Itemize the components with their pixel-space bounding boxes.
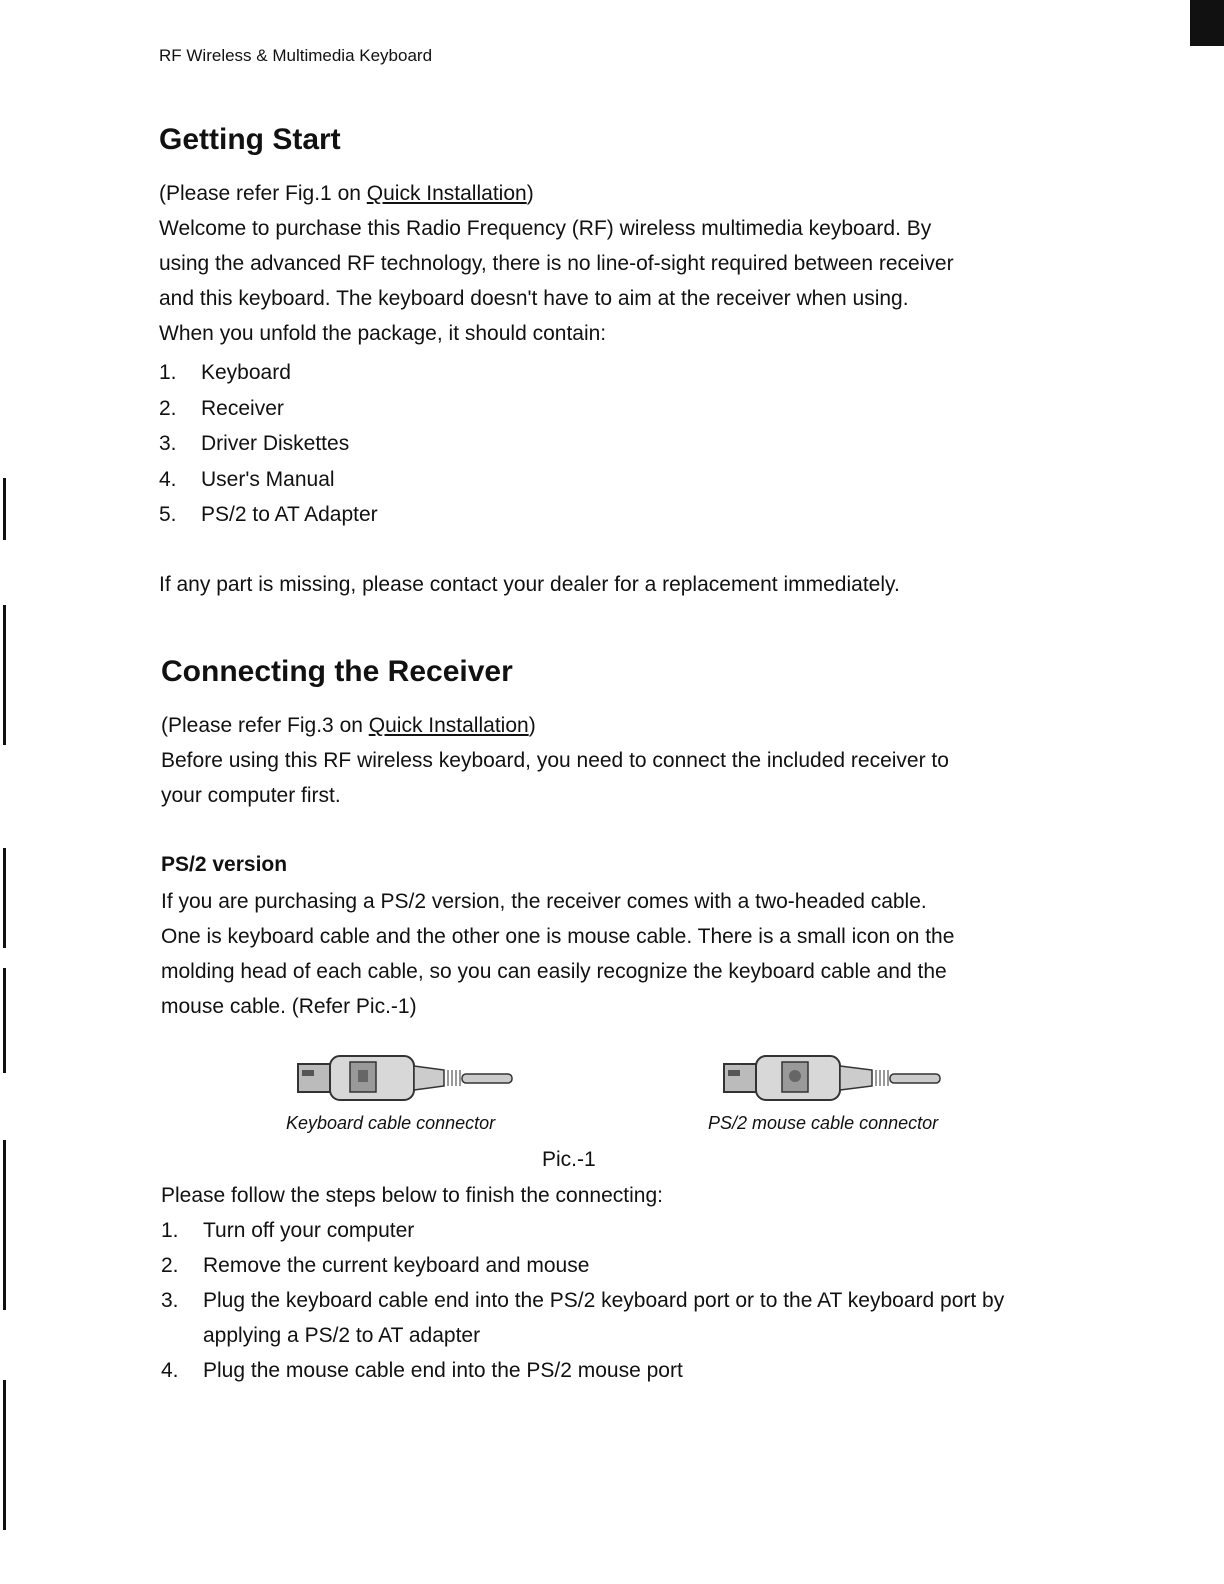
list-text: Keyboard — [201, 361, 291, 384]
list-text: Remove the current keyboard and mouse — [203, 1254, 590, 1277]
list-text: User's Manual — [201, 467, 335, 491]
list-item — [159, 391, 1059, 427]
scan-edge-mark — [3, 478, 6, 540]
quick-installation-link[interactable]: Quick Installation — [368, 714, 529, 737]
section2-text — [161, 708, 1081, 813]
list-text: Plug the mouse cable end into the PS/2 mouse port — [203, 1359, 683, 1382]
intro-line: using the advanced RF technology, there is no line-of-sight required between receiver — [159, 252, 954, 275]
section1-text — [159, 176, 1079, 351]
mouse-connector-caption: PS/2 mouse cable connector — [708, 1113, 939, 1133]
list-number: 5. — [159, 503, 177, 526]
list-item — [161, 1283, 1041, 1353]
refer-suffix: ) — [528, 714, 536, 737]
intro-line: your computer first. — [161, 784, 341, 807]
ps2-version-heading: PS/2 version — [161, 853, 288, 876]
scan-edge-mark — [3, 1140, 6, 1310]
ps2-line: molding head of each cable, so you can easily recognize the keyboard cable and the — [161, 960, 947, 983]
refer-prefix: (Please refer Fig.3 on — [161, 714, 369, 737]
list-text: Turn off your computer — [203, 1219, 415, 1242]
list-number: 4. — [161, 1359, 179, 1382]
ps2-text — [161, 884, 1081, 1024]
list-number: 4. — [159, 467, 177, 491]
missing-note: If any part is missing, please contact your dealer for a replacement immediately. — [159, 573, 900, 596]
quick-installation-link[interactable]: Quick Installation — [366, 182, 527, 205]
intro-line: When you unfold the package, it should contain: — [159, 322, 607, 345]
list-item — [159, 426, 1059, 462]
refer-line — [161, 708, 1081, 743]
intro-line: and this keyboard. The keyboard doesn't have to aim at the receiver when using. — [159, 287, 909, 310]
package-contents-list — [159, 355, 1059, 533]
scan-edge-mark — [3, 605, 6, 745]
running-header: RF Wireless & Multimedia Keyboard — [159, 46, 433, 65]
list-number: 2. — [159, 396, 177, 420]
list-text: Driver Diskettes — [201, 432, 350, 455]
ps2-line: One is keyboard cable and the other one is mouse cable. There is a small icon on the — [161, 925, 955, 948]
list-text: Receiver — [201, 396, 284, 420]
list-item — [161, 1213, 1041, 1248]
list-text: Plug the keyboard cable end into the PS/2 keyboard port or to the AT keyboard port by applying a PS/2 to AT adapter — [203, 1289, 1005, 1347]
scan-edge-mark — [3, 848, 6, 948]
list-number: 3. — [161, 1289, 179, 1312]
mouse-connector-image — [722, 1052, 944, 1104]
connection-steps-list — [161, 1213, 1041, 1388]
list-item — [161, 1248, 1041, 1283]
list-number: 3. — [159, 432, 177, 455]
refer-suffix: ) — [526, 182, 534, 205]
intro-line: Welcome to purchase this Radio Frequency (RF) wireless multimedia keyboard. By — [159, 217, 932, 240]
figure-caption: Pic.-1 — [542, 1148, 596, 1171]
section-title-getting-start: Getting Start — [159, 123, 341, 156]
refer-line — [159, 176, 1079, 211]
scan-edge-mark — [3, 1380, 6, 1530]
keyboard-connector-caption: Keyboard cable connector — [286, 1113, 496, 1133]
list-number: 1. — [159, 361, 177, 384]
scan-edge-mark — [3, 968, 6, 1073]
list-item — [161, 1353, 1041, 1388]
scan-corner-mark — [1190, 0, 1224, 46]
ps2-line: mouse cable. (Refer Pic.-1) — [161, 995, 417, 1018]
list-item — [159, 355, 1059, 391]
list-number: 2. — [161, 1254, 179, 1277]
refer-prefix: (Please refer Fig.1 on — [159, 182, 367, 205]
ps2-line: If you are purchasing a PS/2 version, the receiver comes with a two-headed cable. — [161, 890, 927, 913]
steps-intro: Please follow the steps below to finish the connecting: — [161, 1184, 663, 1207]
list-item — [159, 462, 1059, 498]
list-item — [159, 497, 1059, 533]
intro-line: Before using this RF wireless keyboard, you need to connect the included receiver to — [161, 749, 949, 772]
list-number: 1. — [161, 1219, 179, 1242]
keyboard-connector-image — [296, 1052, 516, 1104]
section-title-connecting-receiver: Connecting the Receiver — [161, 655, 513, 688]
list-text: PS/2 to AT Adapter — [201, 503, 378, 526]
